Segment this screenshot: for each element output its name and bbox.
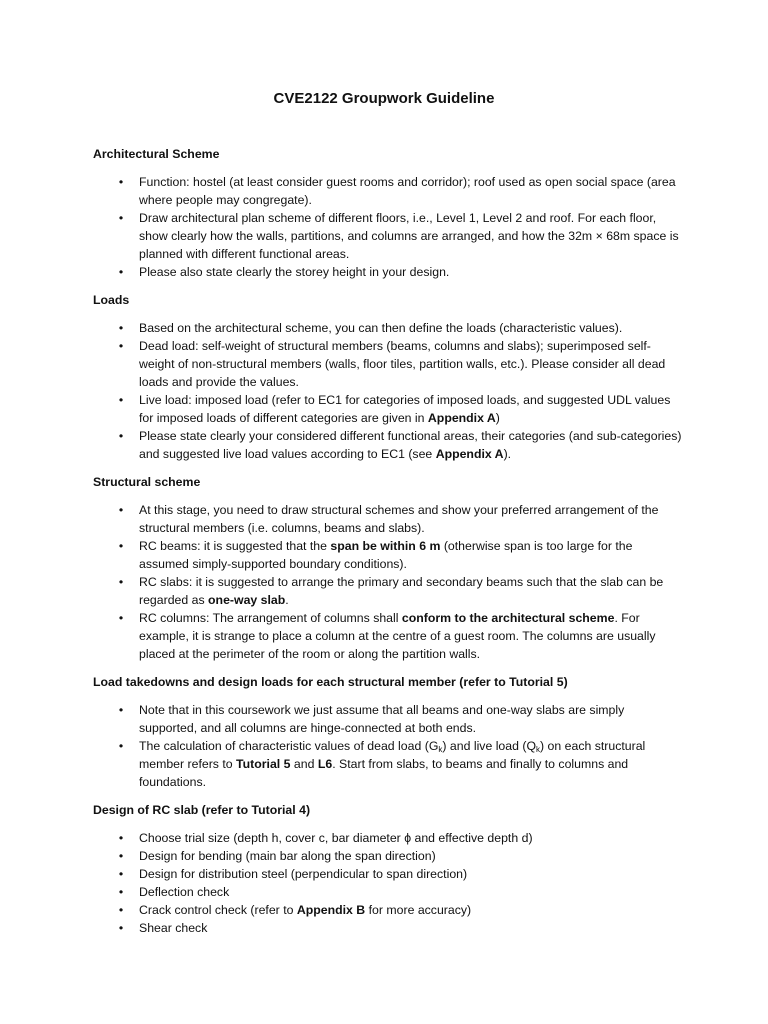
bullet-text	[139, 575, 663, 607]
text-run: At this stage, you need to draw structural schemes and show your preferred arrangement of the structural members (i.e. columns, beams and slabs).	[139, 503, 659, 535]
bullet-icon: •	[118, 321, 124, 335]
bold-text: conform to the architectural scheme	[401, 611, 615, 625]
text-run: Design for bending (main bar along the span direction)	[139, 849, 436, 863]
bullet-icon: •	[118, 703, 124, 717]
list-item	[93, 865, 683, 883]
bullet-icon: •	[118, 175, 124, 189]
bullet-text	[139, 739, 645, 789]
section-heading: Loads	[93, 293, 130, 307]
bullet-text	[139, 903, 471, 917]
bold-text: Tutorial 5	[236, 757, 291, 771]
bullet-text	[139, 885, 229, 899]
text-run: Note that in this coursework we just assume that all beams and one-way slabs are simply supported, and all columns are hinge-connected at both ends.	[139, 703, 625, 735]
list-item	[93, 901, 683, 919]
bullet-list	[93, 501, 683, 663]
bullet-icon: •	[118, 539, 124, 553]
text-run: Shear check	[139, 921, 208, 935]
bullet-text	[139, 867, 467, 881]
bullet-text	[139, 339, 665, 389]
section-heading: Structural scheme	[93, 475, 201, 489]
bullet-text	[139, 611, 656, 661]
list-item	[93, 391, 683, 427]
bullet-text	[139, 703, 624, 735]
bold-text: span be within 6 m	[330, 539, 441, 553]
text-run: The calculation of characteristic values of dead load (G	[139, 739, 439, 753]
bullet-icon: •	[118, 265, 124, 279]
bullet-text	[139, 539, 632, 571]
text-run: Crack control check (refer to	[139, 903, 297, 917]
bullet-icon: •	[118, 739, 124, 753]
document-title: CVE2122 Groupwork Guideline	[273, 90, 495, 107]
bullet-icon: •	[118, 429, 124, 443]
bullet-list	[93, 173, 683, 281]
bullet-text	[139, 211, 679, 261]
list-item	[93, 609, 683, 663]
bold-text: L6	[317, 757, 333, 771]
bullet-icon: •	[118, 611, 124, 625]
text-run: Please also state clearly the storey height in your design.	[139, 265, 450, 279]
subscript-text: k	[438, 745, 443, 754]
bullet-icon: •	[118, 393, 124, 407]
list-item	[93, 427, 683, 463]
text-run: Live load: imposed load (refer to EC1 for categories of imposed loads, and suggested UDL values for imposed loads of different categories are given in	[139, 393, 671, 425]
bullet-icon: •	[118, 849, 124, 863]
bullet-list	[93, 701, 683, 791]
bullet-icon: •	[118, 211, 124, 225]
text-run: . For example, it is strange to place a column at the centre of a guest room. The columns are usually placed at the perimeter of the room or along the partition walls.	[139, 611, 656, 661]
bullet-icon: •	[118, 885, 124, 899]
list-item	[93, 263, 683, 281]
bold-text: Appendix B	[296, 903, 366, 917]
text-run: ) on each structural member refers to	[139, 739, 646, 771]
bold-text: Appendix A	[427, 411, 496, 425]
bullet-list	[93, 319, 683, 463]
bullet-text	[139, 429, 682, 461]
bullet-icon: •	[118, 921, 124, 935]
subscript-text: k	[536, 745, 541, 754]
bullet-icon: •	[118, 575, 124, 589]
bullet-text	[139, 503, 658, 535]
text-run: for more accuracy)	[365, 903, 472, 917]
text-run: RC beams: it is suggested that the	[139, 539, 331, 553]
bullet-text	[139, 265, 449, 279]
text-run: RC slabs: it is suggested to arrange the primary and secondary beams such that the slab can be regarded as	[139, 575, 664, 607]
text-run: Dead load: self-weight of structural members (beams, columns and slabs); superimposed self-weight of non-structural members (walls, floor tiles, partition walls, etc.). Please consider all dead loads and provide the values.	[139, 339, 666, 389]
text-run: .	[285, 593, 289, 607]
bullet-list	[93, 829, 683, 937]
text-run: Please state clearly your considered different functional areas, their categories (and sub-categories) and suggested live load values according to EC1 (see	[139, 429, 682, 461]
text-run: )	[495, 411, 500, 425]
section-heading: Design of RC slab (refer to Tutorial 4)	[93, 803, 311, 817]
bullet-icon: •	[118, 339, 124, 353]
list-item	[93, 737, 683, 791]
bullet-icon: •	[118, 867, 124, 881]
bullet-text	[139, 321, 622, 335]
list-item	[93, 337, 683, 391]
bullet-icon: •	[118, 503, 124, 517]
list-item	[93, 883, 683, 901]
bullet-text	[139, 849, 436, 863]
list-item	[93, 701, 683, 737]
list-item	[93, 319, 683, 337]
text-run: ).	[503, 447, 512, 461]
bullet-text	[139, 175, 676, 207]
document-body	[93, 145, 683, 947]
bullet-icon: •	[118, 831, 124, 845]
text-run: Based on the architectural scheme, you can then define the loads (characteristic values).	[139, 321, 623, 335]
text-run: Deflection check	[139, 885, 230, 899]
list-item	[93, 573, 683, 609]
list-item	[93, 173, 683, 209]
list-item	[93, 501, 683, 537]
text-run: (otherwise span is too large for the assumed simply-supported boundary conditions).	[139, 539, 633, 571]
text-run: Choose trial size (depth h, cover c, bar diameter ϕ and effective depth d)	[139, 831, 533, 845]
text-run: ) and live load (Q	[442, 739, 537, 753]
section-heading: Load takedowns and design loads for each structural member (refer to Tutorial 5)	[93, 675, 568, 689]
text-run: and	[290, 757, 318, 771]
text-run: Draw architectural plan scheme of different floors, i.e., Level 1, Level 2 and roof. For each floor, show clearly how the walls, partitions, and columns are arranged, and how the 32m × 68m space is planned with different functional areas.	[139, 211, 679, 261]
list-item	[93, 847, 683, 865]
bullet-text	[139, 921, 207, 935]
text-run: Function: hostel (at least consider guest rooms and corridor); roof used as open social space (area where people may congregate).	[139, 175, 676, 207]
bullet-text	[139, 831, 533, 845]
bold-text: Appendix A	[435, 447, 504, 461]
text-run: RC columns: The arrangement of columns shall	[139, 611, 402, 625]
text-run: . Start from slabs, to beams and finally to columns and foundations.	[139, 757, 629, 789]
section-heading: Architectural Scheme	[93, 147, 220, 161]
text-run: Design for distribution steel (perpendicular to span direction)	[139, 867, 468, 881]
list-item	[93, 537, 683, 573]
list-item	[93, 209, 683, 263]
bullet-text	[139, 393, 670, 425]
bold-text: one-way slab	[208, 593, 286, 607]
list-item	[93, 829, 683, 847]
list-item	[93, 919, 683, 937]
bullet-icon: •	[118, 903, 124, 917]
